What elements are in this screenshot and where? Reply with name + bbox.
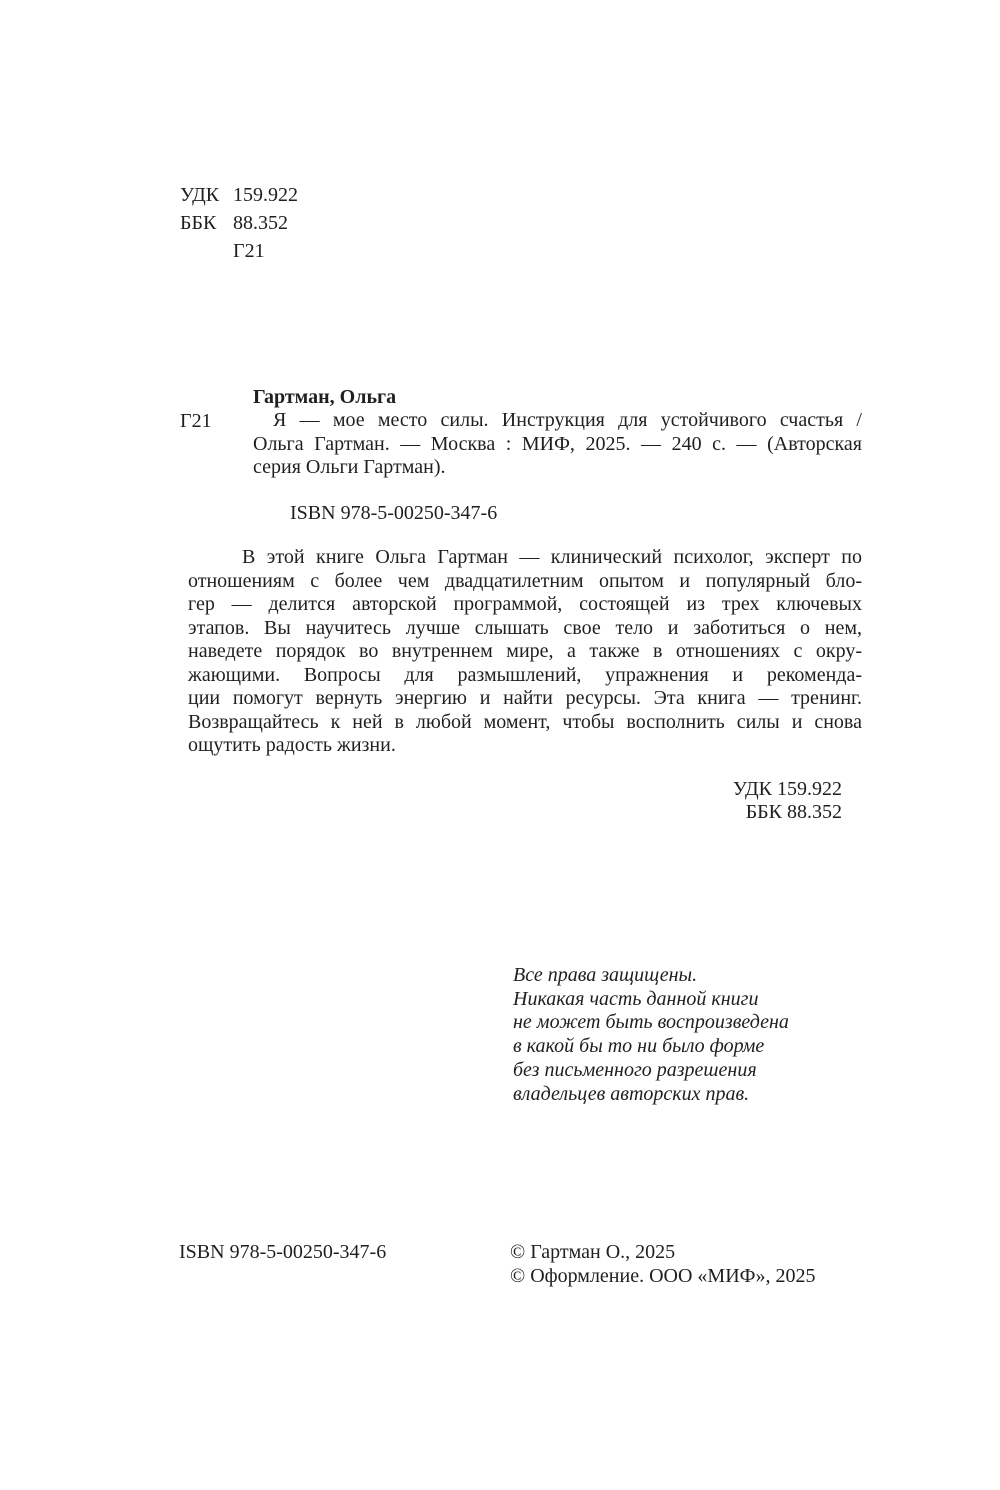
rights-line: без письменного разрешения [513,1058,757,1081]
bbk-label: ББК [180,212,217,234]
annotation-line: гер — делится авторской программой, состоящей из трех ключевых [188,593,862,615]
rights-line: Никакая часть данной книги [513,987,759,1010]
annotation-line: отношениям с более чем двадцатилетним опытом и популярный бло- [188,569,862,592]
annotation-line: этапов. Вы научитесь лучше слышать свое тело и заботиться о нем, [188,616,862,639]
bibliographic-record [253,409,862,480]
bbk-right: ББК 88.352 [745,801,842,823]
copyright-lines [510,1241,815,1288]
author-heading: Гартман, Ольга [253,386,397,408]
annotation-line: наведете порядок во внутреннем мире, а также в отношениях с окру- [188,640,862,662]
isbn-card: ISBN 978-5-00250-347-6 [290,502,498,524]
rights-line: в какой бы то ни было форме [513,1035,765,1058]
rights-line: Все права защищены. [513,964,698,986]
annotation-paragraph [188,546,862,758]
author-sign: Г21 [233,240,265,262]
bib-line: Ольга Гартман. — Москва : МИФ, 2025. — 240 с. — (Авторская [253,432,862,455]
bbk-value: 88.352 [233,212,288,234]
copyright-line: © Оформление. ООО «МИФ», 2025 [510,1264,816,1287]
author-sign-spacer [180,237,233,265]
annotation-line: жающими. Вопросы для размышлений, упражнения и рекоменда- [188,663,862,686]
classification-codes-right [733,778,842,824]
annotation-line: Возвращайтесь к ней в любой момент, чтобы восполнить силы и снова [188,710,862,733]
annotation-line: ощутить радость жизни. [188,734,396,756]
bib-line: Я — мое место силы. Инструкция для устойчивого счастья / [273,409,862,431]
bib-line: серия Ольги Гартман). [253,456,446,478]
rights-line: не может быть воспроизведена [513,1011,789,1034]
margin-author-sign: Г21 [180,410,212,432]
classification-codes-top [180,181,298,265]
footer-isbn: ISBN 978-5-00250-347-6 [179,1241,387,1263]
udk-value: 159.922 [233,184,298,206]
annotation-line: ции помогут вернуть энергию и найти ресурсы. Эта книга — тренинг. [188,687,862,709]
copyright-line: © Гартман О., 2025 [510,1241,676,1263]
udk-label: УДК [180,184,220,206]
rights-line: владельцев авторских прав. [513,1082,750,1105]
annotation-line: В этой книге Ольга Гартман — клинический психолог, эксперт по [242,546,862,568]
udk-right: УДК 159.922 [732,778,842,800]
rights-notice [513,964,789,1106]
